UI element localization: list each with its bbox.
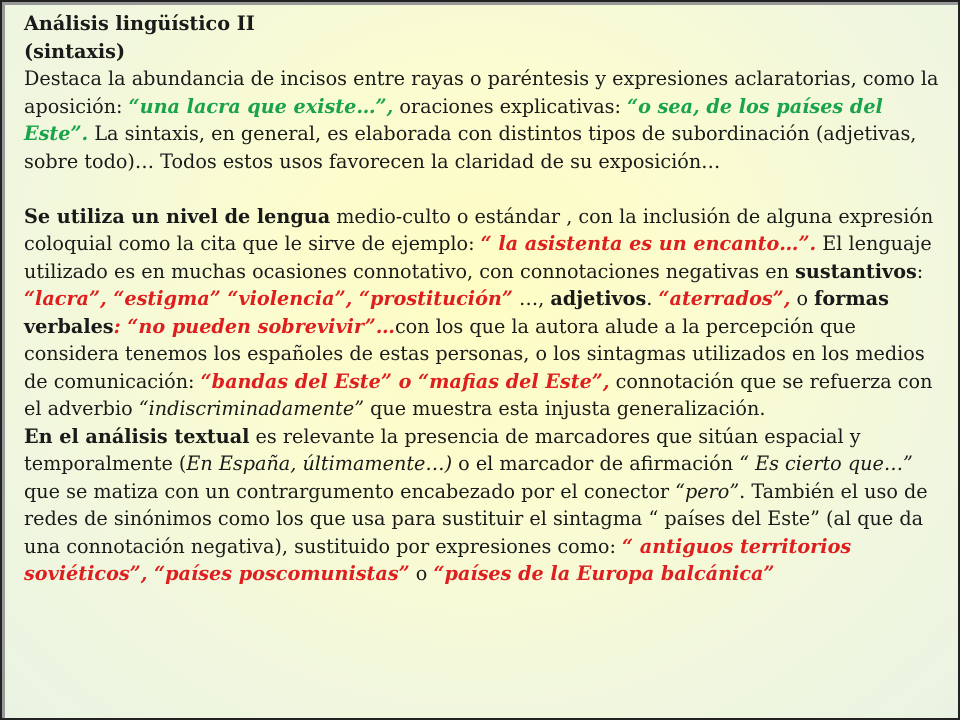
quote: “bandas del Este” o “mafias del Este”,: [200, 369, 610, 393]
text: medio-culto o estándar , con la inclusión de alguna expresión coloquial como la cita que le sirve de ejemplo:: [24, 204, 934, 255]
paragraph-analisis-textual: [24, 423, 944, 588]
bold-term: En el análisis textual: [24, 424, 250, 448]
text: . También el uso de redes de sinónimos como los que usa para sustituir el sintagma “ países del Este” (al que da una connotación negativa), sustituido por expresiones como:: [24, 479, 928, 558]
text: El lenguaje utilizado es en muchas ocasiones connotativo, con connotaciones negativas en: [24, 232, 932, 283]
quote: “una lacra que existe…”,: [128, 94, 394, 118]
quote: “ antiguos territorios soviéticos”, “países poscomunistas”: [24, 534, 852, 585]
text: o: [409, 562, 434, 585]
text: La sintaxis, en general, es elaborada con distintos tipos de subordinación (adjetivas, sobre todo)… Todos estos usos favorecen la claridad de su exposición…: [24, 122, 917, 173]
spacer: [24, 175, 944, 203]
quote: : “no pueden sobrevivir”…: [113, 314, 395, 338]
text-body: [24, 10, 944, 588]
bold-term: sustantivos: [795, 259, 917, 283]
text: es relevante la presencia de marcadores que sitúan espacial y temporalmente (: [24, 424, 861, 475]
text: con los que la autora alude a la percepción que considera tenemos los españoles de estas personas, o los sintagmas utilizados en los medios de comunicación:: [24, 314, 925, 393]
text: que muestra esta injusta generalización.: [364, 397, 766, 420]
bold-term: adjetivos: [550, 287, 647, 310]
text: oraciones explicativas:: [393, 94, 628, 118]
italic-term: “ Es cierto que…”: [739, 452, 913, 475]
bold-term: formas verbales: [24, 287, 889, 338]
text: que se matiza con un contrargumento encabezado por el conector: [24, 479, 676, 503]
title-line-1: Análisis lingüístico II: [24, 12, 255, 35]
text: o el marcador de afirmación: [452, 452, 740, 475]
slide-title: [24, 10, 944, 65]
text: .: [646, 287, 659, 310]
quote: “o sea, de los países del Este”.: [24, 94, 883, 145]
text: connotación que se refuerza con el adverbio: [24, 369, 933, 420]
bold-term: Se utiliza un nivel de lengua: [24, 204, 331, 228]
italic-term: “indiscriminadamente”: [138, 397, 365, 420]
quote: “aterrados”,: [658, 287, 791, 310]
paragraph-sintaxis: [24, 65, 944, 175]
quote: “países de la Europa balcánica”: [433, 562, 775, 585]
paragraph-nivel-lengua: [24, 203, 944, 423]
text: Destaca la abundancia de incisos entre rayas o paréntesis y expresiones aclaratorias, como la aposición:: [24, 67, 939, 118]
title-line-2: (sintaxis): [24, 39, 126, 63]
quote: “ la asistenta es un encanto…”.: [480, 232, 817, 255]
text: :: [916, 259, 924, 283]
text: o: [790, 287, 815, 310]
italic-term: En España, últimamente…): [186, 452, 453, 475]
quote: “lacra”, “estigma” “violencia”, “prostitución”: [24, 287, 513, 310]
text: …,: [512, 287, 551, 310]
italic-term: “pero”: [675, 479, 740, 503]
